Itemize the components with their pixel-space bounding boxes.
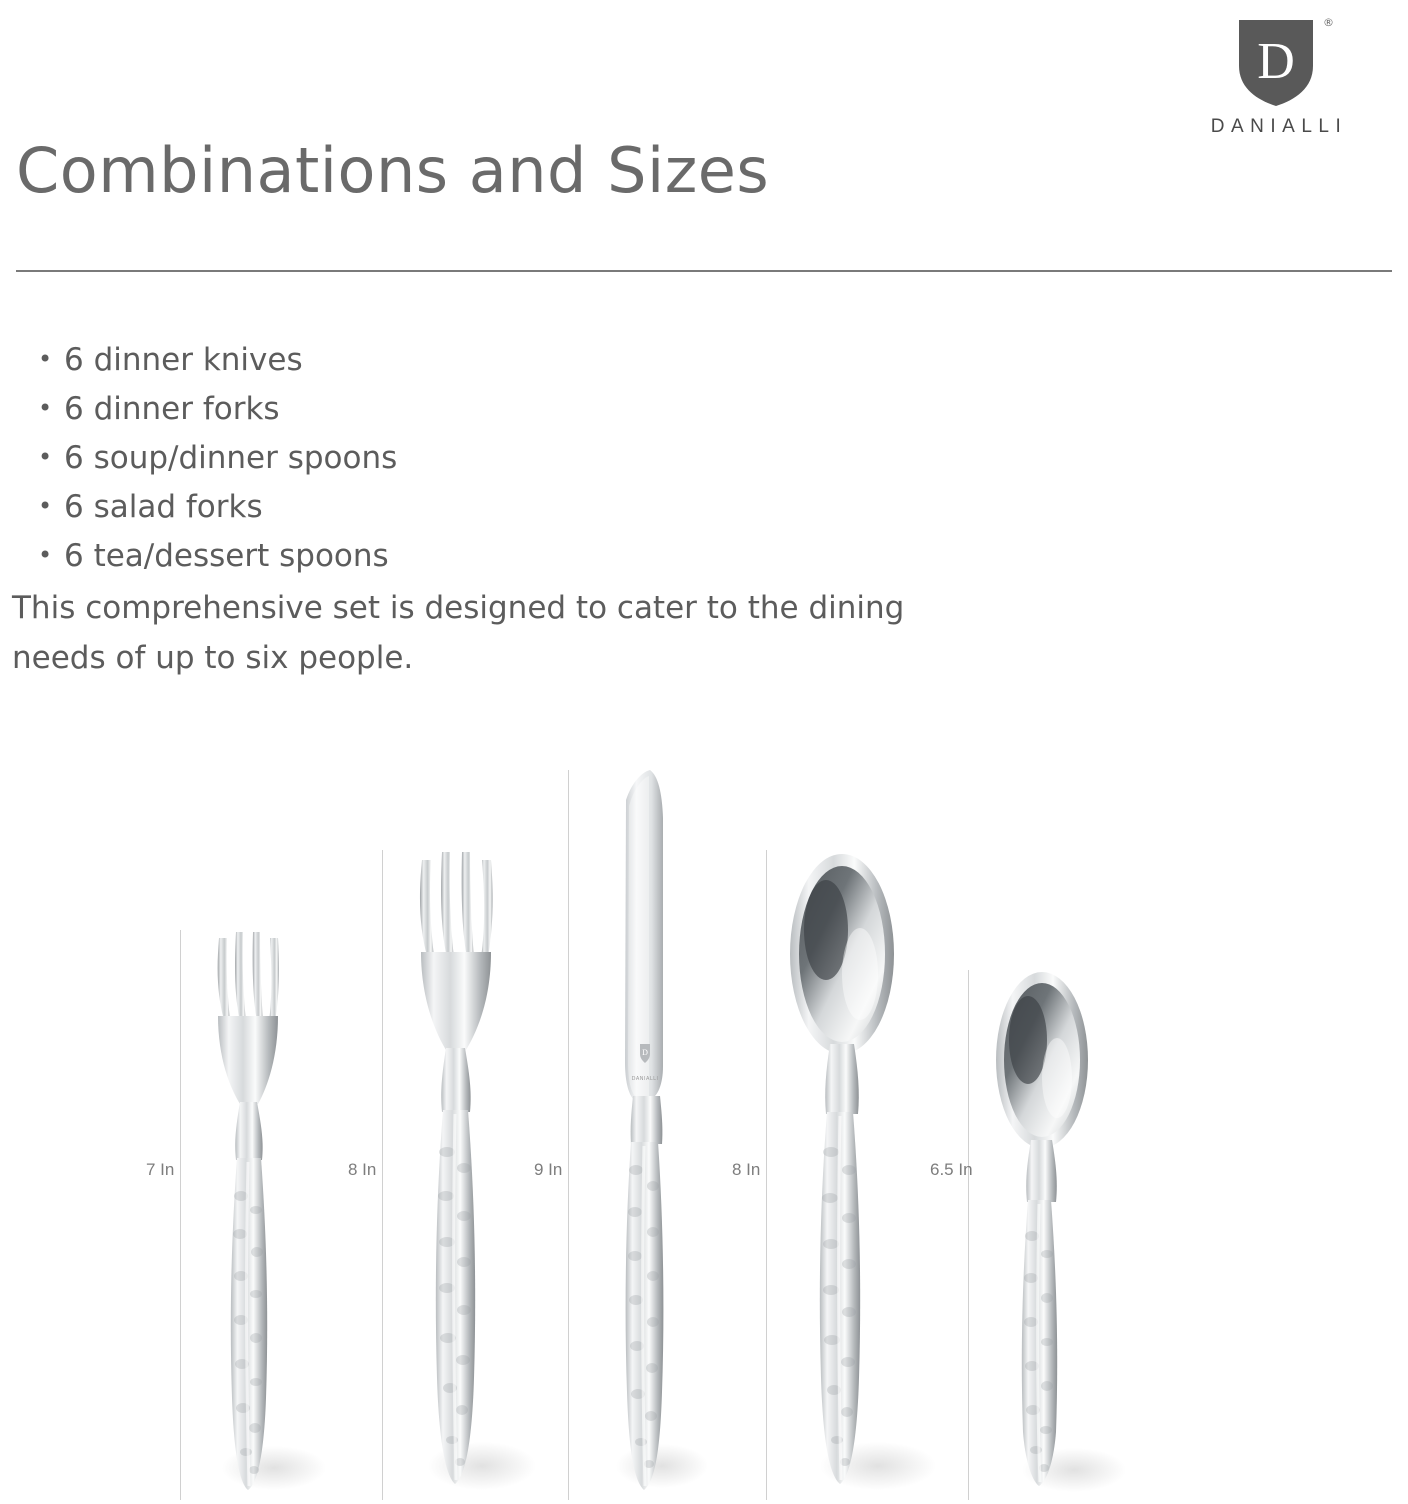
svg-text:D: D	[1257, 33, 1295, 90]
guide-line-dinner-fork	[382, 850, 383, 1500]
shield-logo-icon	[1233, 14, 1319, 110]
size-label-dinner-spoon: 8 In	[732, 1160, 761, 1179]
list-item: • 6 dinner forks	[34, 385, 397, 434]
page-title: Combinations and Sizes	[16, 134, 770, 207]
cutlery-figure	[0, 760, 1408, 1500]
size-label-dinner-fork: 8 In	[348, 1160, 377, 1179]
cutlery-dinner-spoon	[782, 848, 942, 1500]
list-item: • 6 dinner knives	[34, 336, 397, 385]
cutlery-salad-fork	[196, 928, 326, 1500]
description-paragraph: This comprehensive set is designed to cater to the dining needs of up to six people.	[12, 590, 905, 676]
list-item: • 6 salad forks	[34, 483, 397, 532]
guide-line-dinner-spoon	[766, 850, 767, 1500]
guide-line-teaspoon	[968, 970, 969, 1500]
guide-line-dinner-knife	[568, 770, 569, 1500]
brand-logo	[1166, 14, 1386, 138]
size-label-dinner-knife: 9 In	[534, 1160, 563, 1179]
knife-blade-mark: DANIALLI	[631, 1076, 659, 1082]
cutlery-teaspoon	[984, 968, 1134, 1500]
guide-line-salad-fork	[180, 930, 181, 1500]
cutlery-dinner-knife	[588, 766, 708, 1500]
title-divider	[16, 270, 1392, 272]
contents-list	[34, 336, 397, 581]
cutlery-dinner-fork	[396, 848, 536, 1500]
svg-text:D: D	[642, 1048, 648, 1057]
list-item: • 6 soup/dinner spoons	[34, 434, 397, 483]
registered-mark: ®	[1323, 16, 1334, 29]
size-label-teaspoon: 6.5 In	[930, 1160, 973, 1179]
brand-name: DANIALLI	[1210, 116, 1348, 137]
list-item: • 6 tea/dessert spoons	[34, 532, 397, 581]
size-label-salad-fork: 7 In	[146, 1160, 175, 1179]
